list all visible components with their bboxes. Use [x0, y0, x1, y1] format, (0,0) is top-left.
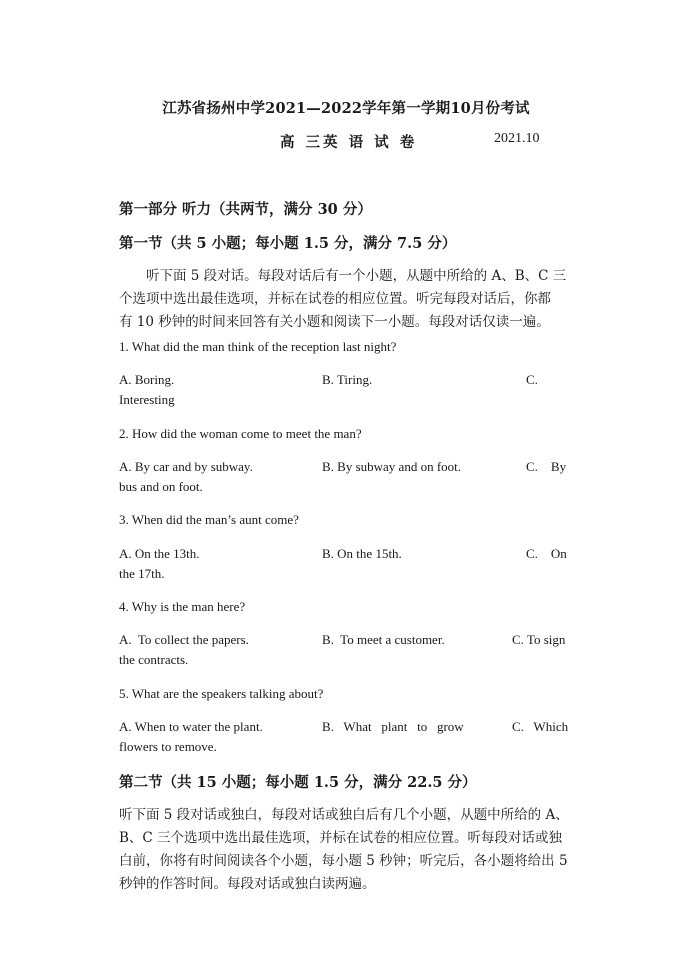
instruction-line: 听下面 5 段对话或独白，每段对话或独白后有几个小题，从题中所给的 A、 — [119, 807, 569, 823]
q1-option-a: A. Boring. — [119, 372, 175, 387]
section1-heading: 第一节（共 5 小题；每小题 1.5 分，满分 7.5 分） — [119, 235, 457, 252]
section2-heading: 第二节（共 15 小题；每小题 1.5 分，满分 22.5 分） — [119, 774, 477, 791]
q1-option-c: C. — [526, 372, 538, 387]
q2-option-a: A. By car and by subway. — [119, 459, 253, 474]
q3-option-a: A. On the 13th. — [119, 546, 200, 561]
q2-option-b: B. By subway and on foot. — [322, 459, 462, 474]
question-5: 5. What are the speakers talking about? — [119, 686, 324, 701]
exam-subtitle: 高 三英 语 试 卷 — [280, 134, 418, 151]
instruction-line: B、C 三个选项中选出最佳选项，并标在试卷的相应位置。听每段对话或独 — [119, 830, 563, 846]
section2-instructions — [119, 804, 574, 896]
q4-option-b: B. To meet a customer. — [322, 632, 445, 647]
question-3: 3. When did the man’s aunt come? — [119, 512, 299, 527]
q5-option-b: B. What plant to grow — [322, 719, 464, 734]
subtitle-line — [0, 131, 692, 151]
q3-option-b: B. On the 15th. — [322, 546, 402, 561]
exam-title: 江苏省扬州中学2021—2022学年第一学期10月份考试 — [162, 100, 530, 117]
q2-option-c: C. By — [526, 459, 567, 474]
q3-option-c: C. On — [526, 546, 567, 561]
question-1: 1. What did the man think of the reception last night? — [119, 339, 397, 354]
q1-option-c-continued: Interesting — [119, 392, 175, 407]
question-2: 2. How did the woman come to meet the man? — [119, 426, 362, 441]
section1-instructions — [119, 265, 574, 334]
q5-option-c: C. Which — [512, 719, 569, 734]
instruction-line: 有 10 秒钟的时间来回答有关小题和阅读下一小题。每段对话仅读一遍。 — [119, 314, 550, 330]
instruction-line: 白前，你将有时间阅读各个小题，每小题 5 秒钟；听完后，各小题将给出 5 — [119, 853, 568, 869]
q2-option-c-continued: bus and on foot. — [119, 479, 203, 494]
question-4: 4. Why is the man here? — [119, 599, 246, 614]
instruction-line: 个选项中选出最佳选项，并标在试卷的相应位置。听完每段对话后，你都 — [119, 291, 551, 307]
part1-heading: 第一部分 听力（共两节，满分 30 分） — [119, 201, 372, 218]
q5-option-a: A. When to water the plant. — [119, 719, 263, 734]
q4-option-c: C. To sign — [512, 632, 566, 647]
q3-option-c-continued: the 17th. — [119, 566, 165, 581]
q4-option-a: A. To collect the papers. — [119, 632, 249, 647]
q5-option-c-continued: flowers to remove. — [119, 739, 217, 754]
instruction-line: 秒钟的作答时间。每段对话或独白读两遍。 — [119, 876, 376, 892]
instruction-line: 听下面 5 段对话。每段对话后有一个小题，从题中所给的 A、B、C 三 — [146, 268, 567, 284]
exam-date: 2021.10 — [494, 131, 540, 146]
q4-option-c-continued: the contracts. — [119, 652, 189, 667]
q1-option-b: B. Tiring. — [322, 372, 373, 387]
